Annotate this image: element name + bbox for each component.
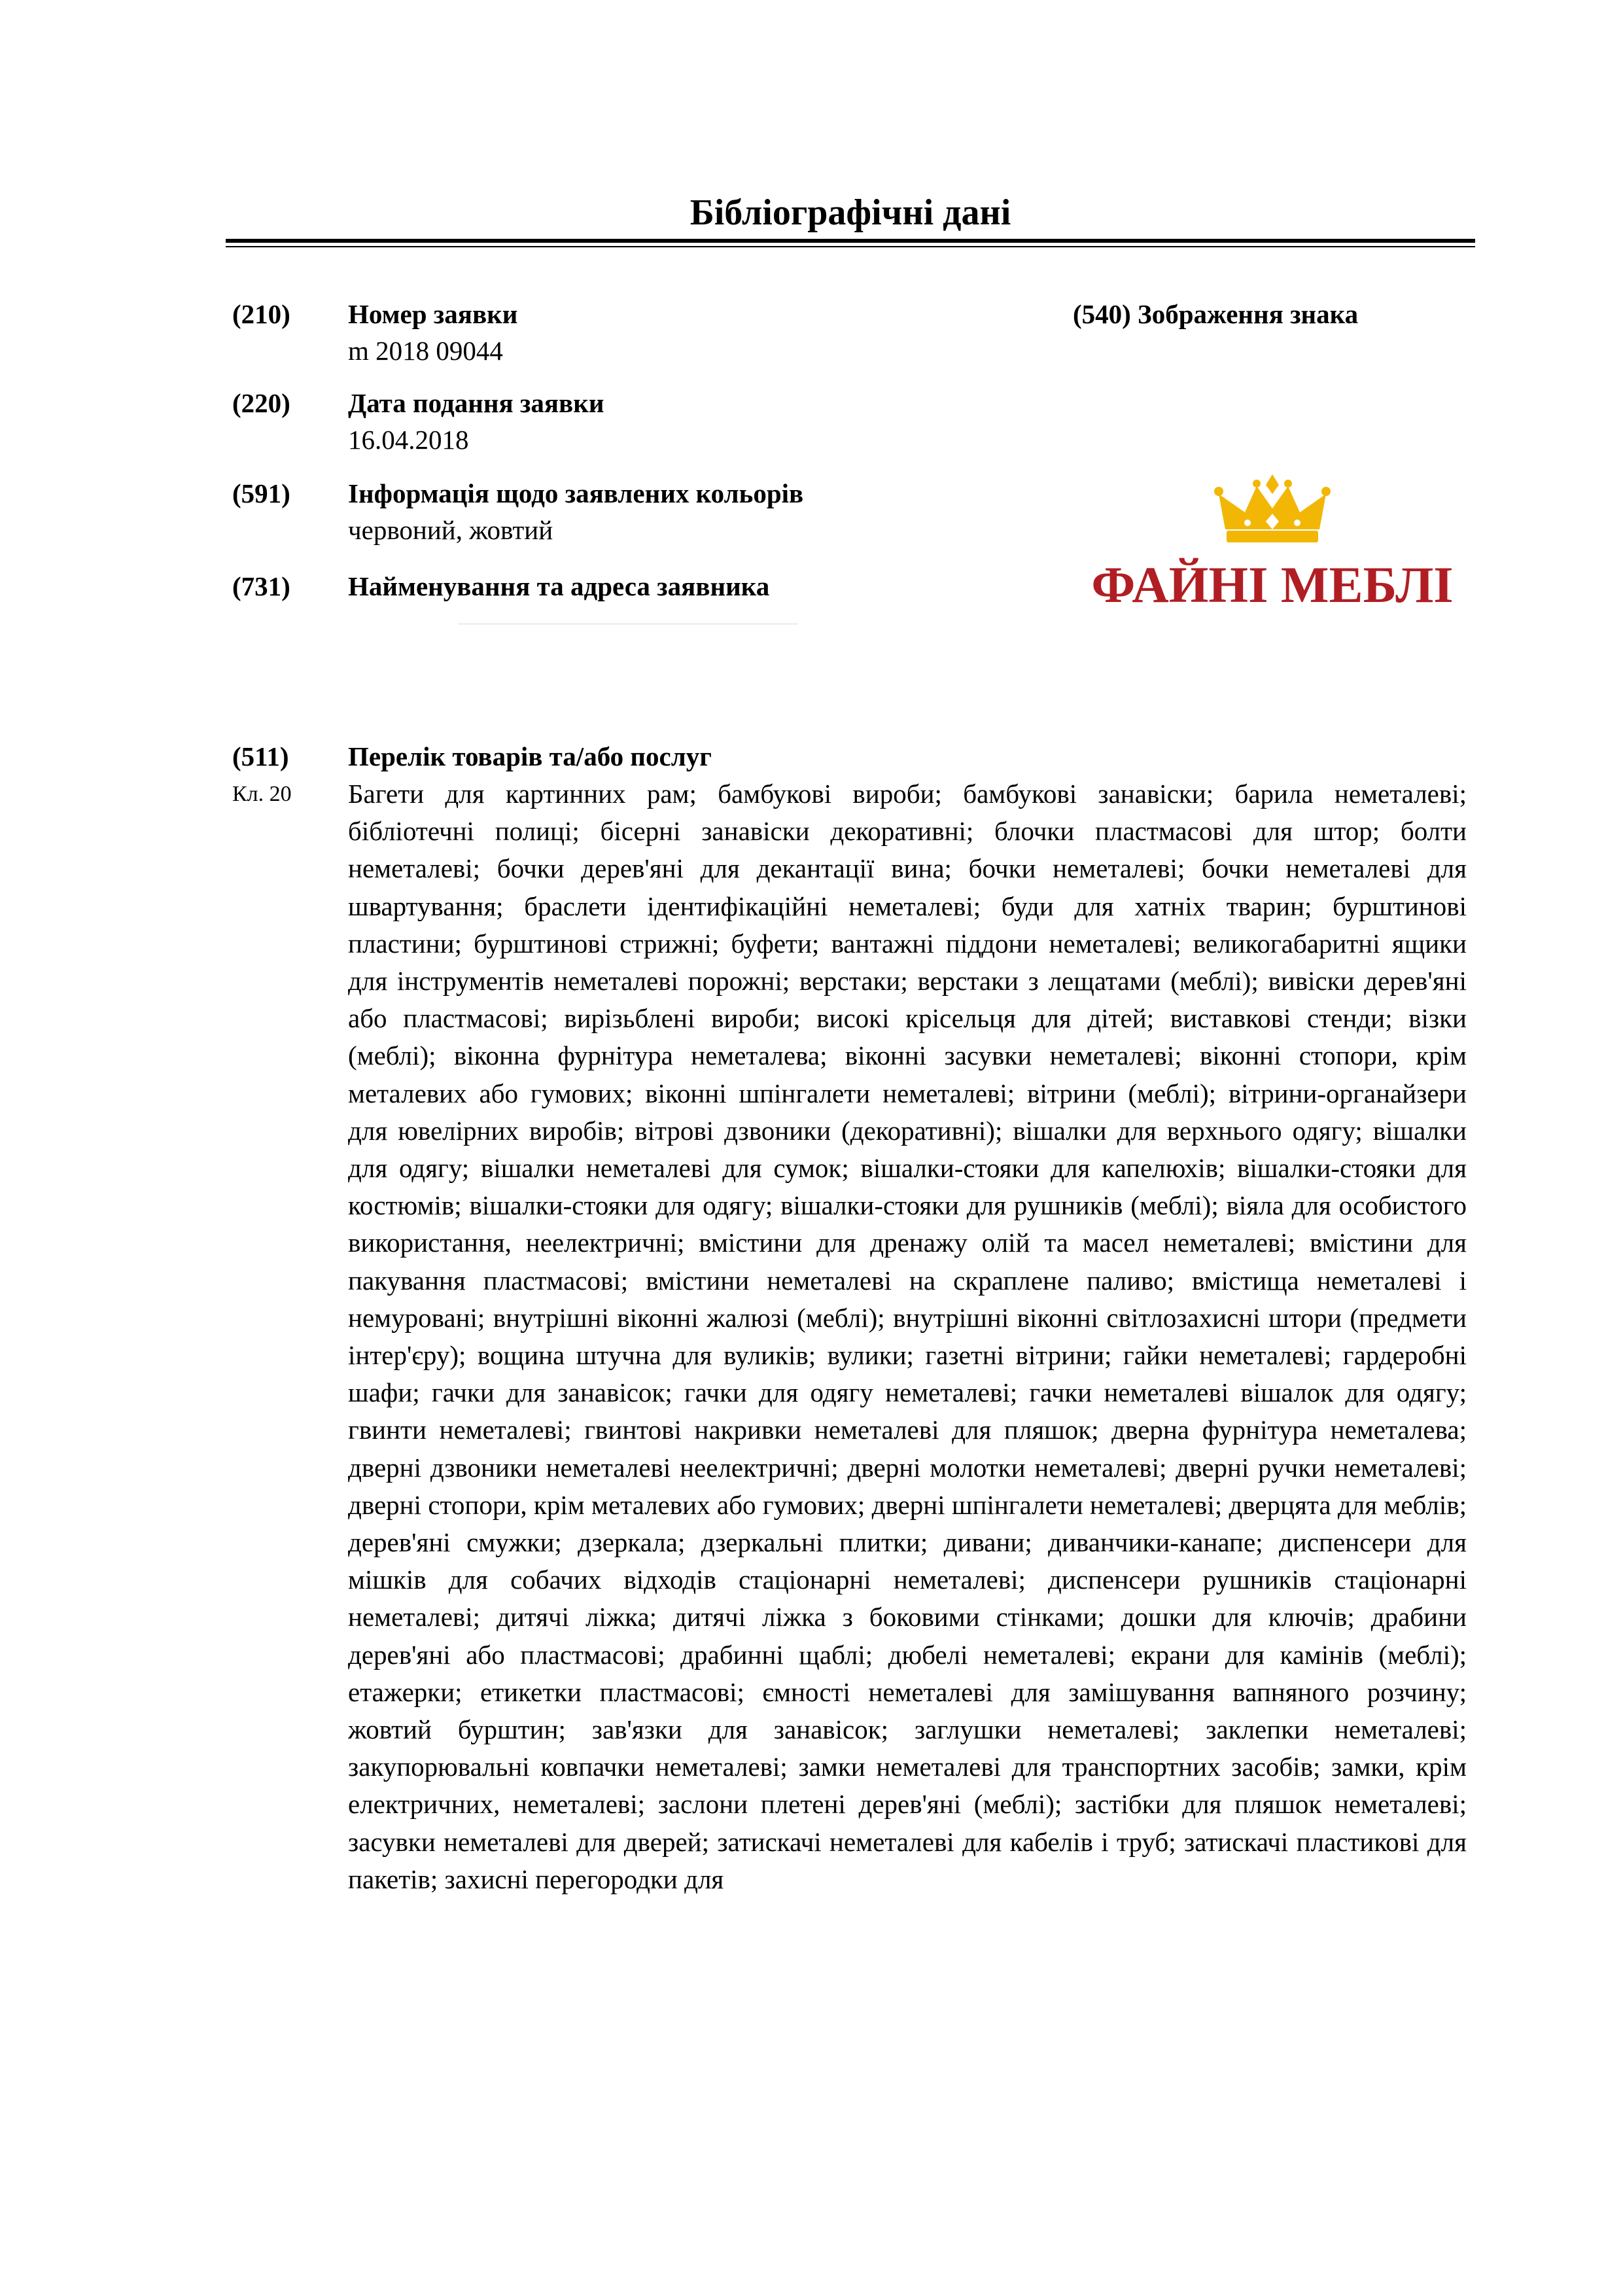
mark-wordmark: ФАЙНІ МЕБЛІ: [1091, 556, 1454, 613]
field-value: m 2018 09044: [348, 336, 503, 366]
field-label: Перелік товарів та/або послуг: [348, 741, 712, 771]
field-code: (731): [232, 571, 290, 601]
crown-icon: [1213, 474, 1331, 546]
trademark-image: [1086, 474, 1459, 612]
title-rule-thick: [226, 239, 1475, 243]
field-value: 16.04.2018: [348, 425, 469, 455]
title-rule-thin: [226, 246, 1475, 247]
field-value: червоний, жовтий: [348, 515, 553, 545]
field-code: (511): [232, 741, 289, 771]
mark-label: (540) Зображення знака: [1073, 299, 1359, 329]
field-code: (591): [232, 478, 290, 508]
field-label: Найменування та адреса заявника: [348, 571, 770, 601]
field-label: Інформація щодо заявлених кольорів: [348, 478, 804, 508]
field-label: Номер заявки: [348, 299, 518, 329]
goods-list-text: Багети для картинних рам; бамбукові вироби; бамбукові занавіски; барила неметалеві; бібліотечні полиці; бісерні занавіски декоративні; блочки пластмасові для штор; болти неметалеві; бочки дерев'яні для декантації вина; бочки неметалеві; бочки неметалеві для швартування; браслети ідентифікаційні неметалеві; буди для хатніх тварин; бурштинові пластини; бурштинові стрижні; буфети; вантажні піддони неметалеві; великогабаритні ящики для інструментів неметалеві порожні; верстаки; верстаки з лещатами (меблі); вивіски дерев'яні або пластмасові; вирізьблені вироби; високі крісельця для дітей; виставкові стенди; візки (меблі); віконна фурнітура неметалева; віконні засувки неметалеві; віконні стопори, крім металевих або гумових; віконні шпінгалети неметалеві; вітрини (меблі); вітрини-органайзери для ювелірних виробів; вітрові дзвоники (декоративні); вішалки для верхнього одягу; вішалки для одягу; вішалки неметалеві для сумок; вішалки-стояки для капелюхів; вішалки-стояки для костюмів; вішалки-стояки для одягу; вішалки-стояки для рушників (меблі); віяла для особистого використання, неелектричні; вмістини для дренажу олій та масел неметалеві; вмістини для пакування пластмасові; вмістини неметалеві на скраплене паливо; вмістища неметалеві і немуровані; внутрішні віконні жалюзі (меблі); внутрішні віконні світлозахисні штори (предмети інтер'єру); вощина штучна для вуликів; вулики; газетні вітрини; гайки неметалеві; гардеробні шафи; гачки для занавісок; гачки для одягу неметалеві; гачки неметалеві вішалок для одягу; гвинти неметалеві; гвинтові накривки неметалеві для пляшок; дверна фурнітура неметалева; дверні дзвоники неметалеві неелектричні; дверні молотки неметалеві; дверні ручки неметалеві; дверні стопори, крім металевих або гумових; дверні шпінгалети неметалеві; дверцята для меблів; дерев'яні смужки; дзеркала; дзеркальні плитки; дивани; диванчики-канапе; диспенсери для мішків для собачих відходів стаціонарні неметалеві; диспенсери рушників стаціонарні неметалеві; дитячі ліжка; дитячі ліжка з боковими стінками; дошки для ключів; драбини дерев'яні або пластмасові; драбинні щаблі; дюбелі неметалеві; екрани для камінів (меблі); етажерки; етикетки пластмасові; ємності неметалеві для замішування вапняного розчину; жовтий бурштин; зав'язки для занавісок; заглушки неметалеві; заклепки неметалеві; закупорювальні ковпачки неметалеві; замки неметалеві для транспортних засобів; замки, крім електричних, неметалеві; заслони плетені дерев'яні (меблі); застібки для пляшок неметалеві; засувки неметалеві для дверей; затискачі неметалеві для кабелів і труб; затискачі пластикові для пакетів; захисні перегородки для: [348, 779, 1467, 1894]
redacted-applicant-line: [458, 623, 798, 625]
field-label: Дата подання заявки: [348, 388, 604, 418]
field-code: (210): [232, 299, 290, 329]
field-code: (220): [232, 388, 290, 418]
goods-class: Кл. 20: [232, 782, 292, 806]
page-title: Бібліографічні дані: [689, 192, 1011, 233]
